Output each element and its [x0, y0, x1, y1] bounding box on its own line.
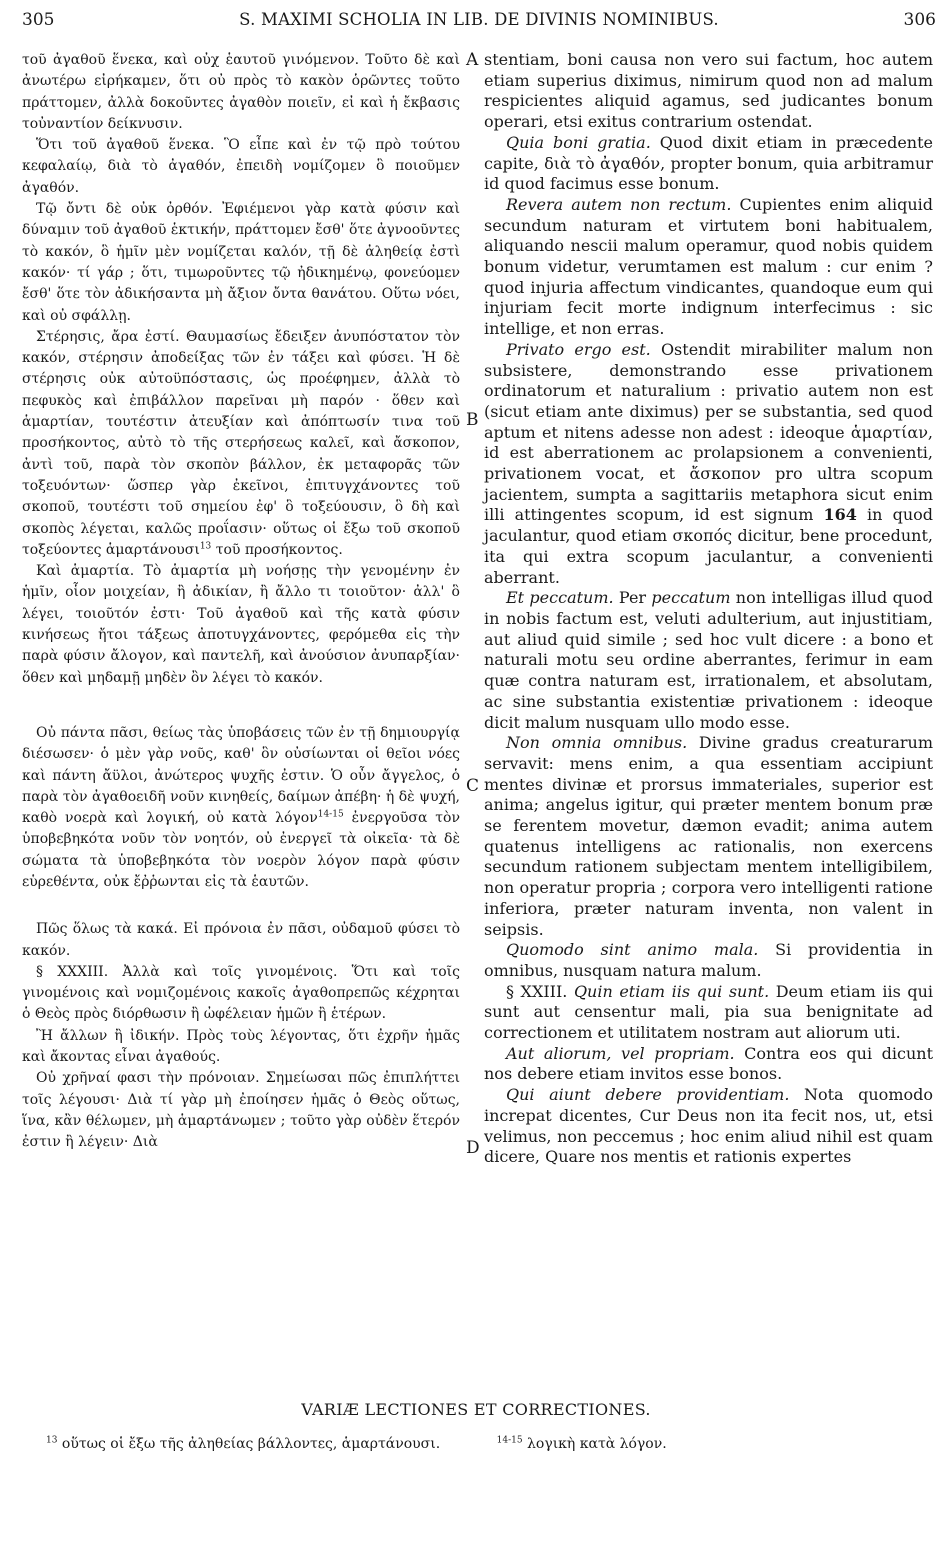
latin-text: Ostendit mirabiliter malum non subsistere, demonstrando esse privationem ordinatorum et naturalium : privatio autem non est (sicut etiam ante diximus) per se substantia, sed quod aptum et nitens adesse non adest : ideoque ἁμαρτίαν, id est aberrationem ac prolapsionem a convenienti, privationem vocat, et ἄσκοπον pro ultra scopum jacientem, sumpta a sagittariis metaphora sicut enim illi attingentes scopum, id est signum — [484, 339, 934, 525]
greek-paragraph: Πῶς ὅλως τὰ κακά. Εἰ πρόνοια ἐν πᾶσι, οὐδαμοῦ φύσει τὸ κακόν. — [22, 921, 460, 959]
lemma: Quia boni gratia. — [506, 132, 651, 152]
greek-paragraph: τοῦ ἀγαθοῦ ἕνεκα, καὶ οὐχ ἑαυτοῦ γινόμενον. Τοῦτο δὲ καὶ ἀνωτέρω εἰρήκαμεν, ὅτι οὐ πρὸς τὸ κακὸν ὁρῶντες τοῦτο πράττομεν, ἀλλὰ δοκοῦντες ἀγαθὸν ποιεῖν, εἰ καὶ ἡ ἔκβασις τοὐναντίον δείκνυσιν. — [22, 52, 460, 132]
page-number-right: 306 — [903, 10, 936, 30]
running-title: S. MAXIMI SCHOLIA IN LIB. DE DIVINIS NOMINIBUS. — [239, 10, 719, 29]
latin-text: Per — [613, 588, 652, 608]
greek-paragraph: Ἢ ἄλλων ἢ ἰδικήν. Πρὸς τοὺς λέγοντας, ὅτι ἐχρῆν ἡμᾶς καὶ ἄκοντας εἶναι ἀγαθούς. — [22, 1027, 460, 1066]
greek-text: Οὐ πάντα πᾶσι, θείως τὰς ὑποβάσεις τῶν ἐν τῇ δημιουργίᾳ διέσωσεν· ὁ μὲν γὰρ νοῦς, καθ' ὃν οὐσίωνται οἱ θεῖοι νόες καὶ πάντη ἄϋλοι, ἀνώτερος ψυχῆς ἐστιν. Ὁ οὖν ἄγγελος, ὁ παρὰ τὸν ἀγαθοειδῆ νοῦν κινηθείς, δαίμων ἀπέβη· ἡ δὲ ψυχή, καθὸ νοερὰ καὶ λογική, οὐ κατὰ λόγον — [22, 724, 460, 827]
lemma: Quin etiam iis qui sunt. — [573, 981, 770, 1001]
margin-number: 164 — [823, 505, 857, 525]
latin-paragraph: stentiam, boni causa non vero sui factum, hoc autem etiam superius diximus, nimirum quod non ad malum respicientes aliquid agamus, sed judicantes bonum operari, etsi exitus contrarium ostendat. — [484, 50, 933, 132]
footnote-text: λογικὴ κατὰ λόγον. — [522, 1436, 667, 1452]
latin-text: Contra eos qui dicunt nos debere etiam invitos esse bonos. — [484, 1043, 933, 1084]
latin-text: non intelligas illud quod in nobis factum est, veluti adulterium, aut injustitiam, aut aliud quid simile ; sed hoc vult dicere : a bono et naturali motu seu ordine aberrantes, ferimur in eam quæ contra naturam est, irrationalem, et absolutam, ac sine substantia existentiæ privationem : ideoque dicit malum nusquam ullo modo esse. — [484, 588, 933, 732]
lemma: Qui aiunt debere providentiam. — [506, 1085, 790, 1105]
latin-paragraph — [484, 340, 933, 588]
footnotes — [46, 1436, 926, 1452]
lemma: Non omnia omnibus. — [506, 733, 688, 753]
latin-text: Si providentia in omnibus, nusquam natura malum. — [484, 940, 933, 980]
greek-text: ἐνεργοῦσα τὸν ὑποβεβηκότα νοῦν τὸν νοητόν, οὐ ἐνεργεῖ τὰ οἰκεῖα· τὰ δὲ σώματα τὰ ὑποβεβηκότα τὸν νοερὸν λόγον παρὰ φύσιν εὑρεθέντα, οὐκ ἔῤῥωνται εἰς τὰ ἑαυτῶν. — [22, 810, 460, 890]
latin-paragraph — [484, 195, 933, 340]
latin-paragraph — [484, 1085, 933, 1168]
latin-column — [484, 50, 933, 1168]
section-marker-c: C — [466, 776, 480, 796]
footnote — [46, 1436, 466, 1452]
section-marker-a: A — [466, 50, 479, 70]
latin-italic: peccatum — [651, 588, 731, 608]
footnote-number: 13 — [46, 1435, 58, 1446]
latin-text: in quod jaculantur, quod etiam σκοπός dicitur, bene procedunt, ita qui extra scopum jaculantur, a convenienti aberrant. — [484, 505, 934, 587]
latin-text: Divine gradus creaturarum servavit: mens enim, a qua essentiam accipiunt mentes divinæ et prorsus immateriales, superior est anima; angelus igitur, qui præter mentem bonum præ se ferentem movetur, dæmon evadit; anima autem quatenus intelligens ac rationalis, non exercens secundum rationem subjectam mentem intelligibilem, non operatur propria ; corpora vero intelligenti ratione inferiora, præter naturam inventa, non valent in seipsis. — [484, 733, 933, 939]
latin-paragraph — [484, 588, 933, 733]
footnote — [497, 1436, 693, 1452]
section-marker-d: D — [466, 1138, 480, 1158]
greek-paragraph: Οὐ χρῆναί φασι τὴν πρόνοιαν. Σημείωσαι πῶς ἐπιπλήττει τοῖς λέγουσι· Διὰ τί γὰρ μὴ ἐποίησεν ἡμᾶς ὁ Θεὸς οὕτως, ἵνα, κἂν θέλωμεν, μὴ ἁμαρτάνωμεν ; τοῦτο γὰρ οὐδὲν ἕτερόν ἐστιν ἢ λέγειν· Διὰ — [22, 1070, 460, 1151]
greek-paragraph: Ὅτι τοῦ ἀγαθοῦ ἕνεκα. Ὃ εἶπε καὶ ἐν τῷ πρὸ τούτου κεφαλαίῳ, διὰ τὸ ἀγαθόν, ἐπειδὴ νομίζομεν ὃ ποιοῦμεν ἀγαθόν. — [22, 137, 460, 196]
latin-text: Nota quomodo increpat dicentes, Cur Deus non ita fecit nos, ut, etsi velimus, non peccemus ; hoc enim aliud nihil est quam dicere, Quare nos mentis et rationis expertes — [484, 1085, 933, 1167]
running-header — [22, 8, 936, 34]
latin-paragraph — [484, 982, 933, 1044]
footnote-ref: 13 — [199, 541, 212, 552]
greek-paragraph — [22, 327, 460, 561]
latin-text: Deum etiam iis qui sunt aut censentur mali, pia sua benignitate ad correctionem et utilitatem nostram aut aliorum uti. — [484, 981, 933, 1043]
latin-text: Cupientes enim aliquid secundum naturam et virtutem boni habitualem, aliquando nescii malum operamur, quod nobis quidem bonum videtur, verumtamen est malum : cur enim ? quod injuria affectum vindicantes, quandoque eum qui injuriam fecit morte indignum interfecimus : sic intellige, et non erras. — [484, 194, 933, 339]
lemma: Revera autem non rectum. — [506, 194, 732, 214]
greek-paragraph: Τῷ ὄντι δὲ οὐκ ὀρθόν. Ἐφιέμενοι γὰρ κατὰ φύσιν καὶ δύναμιν τοῦ ἀγαθοῦ ἑκτικήν, πράττομεν ἔσθ' ὅτε ἀγνοοῦντες τὸ κακόν, ὃ ἡμῖν μὲν νομίζεται καλόν, τῇ δὲ ἀληθείᾳ ἐστὶ κακόν· τί γάρ ; ὅτι, τιμωροῦντες τῷ ἠδικημένῳ, φονεύομεν ἔσθ' ὅτε τὸν ἀδικήσαντα μὴ ἄξιον ὄντα θανάτου. Οὕτω νόει, καὶ οὐ σφάλλῃ. — [22, 201, 460, 324]
latin-text: Quod dixit etiam in præcedente capite, διὰ τὸ ἀγαθόν, propter bonum, quia arbitramur id quod facimus esse bonum. — [484, 132, 933, 194]
greek-paragraph: § XXXIII. Ἀλλὰ καὶ τοῖς γινομένοις. Ὅτι καὶ τοῖς γινομένοις καὶ νομιζομένοις κακοῖς ἀγαθοπρεπῶς κέχρηται ὁ Θεὸς πρὸς διόρθωσιν ἢ ὠφέλειαν ἡμῶν ἢ ἑτέρων. — [22, 963, 460, 1023]
lemma: Aut aliorum, vel propriam. — [506, 1043, 735, 1063]
latin-paragraph — [484, 1044, 933, 1085]
footnote-ref: 14-15 — [317, 809, 344, 820]
greek-text: Στέρησις, ἄρα ἐστί. Θαυμασίως ἔδειξεν ἀνυπόστατον τὸν κακόν, στέρησιν ἀποδείξας τῶν ἐν τάξει καὶ φύσει. Ἡ δὲ στέρησις οὐκ αὐτοϋπόστασις, ὡς προέφημεν, ἀλλὰ τὸ πεφυκὸς καὶ ἐπιβάλλον παρεῖναι μὴ παρόν · ὅθεν καὶ ἁμαρτίαν, τουτέστιν ἀτευξίαν καὶ ἀπόπτωσίν τινα τοῦ προσήκοντος, αὐτὸ τὸ τῆς στερήσεως καλεῖ, καὶ ἄσκοπον, ἀντὶ τοῦ, παρὰ τὸν σκοπὸν βάλλον, ἐκ μεταφορᾶς τῶν τοξευόντων· ὥσπερ γὰρ ἐκεῖνοι, ἐπιτυγχάνοντες τοῦ σκοποῦ, τουτέστι τοῦ σημείου ἐφ' ὃ τοξεύουσιν, ὃ δὴ καὶ σκοπὸς λέγεται, καλῶς προΐασιν· οὕτως οἱ ἔξω τοῦ σκοποῦ τοξεύοντες ἁμαρτάνουσι — [22, 328, 460, 558]
greek-column — [22, 50, 460, 1154]
latin-paragraph — [484, 733, 933, 940]
lemma: Privato ergo est. — [506, 339, 651, 359]
footnotes-title: VARIÆ LECTIONES ET CORRECTIONES. — [301, 1400, 651, 1419]
footnote-number: 14-15 — [496, 1435, 523, 1446]
latin-paragraph — [484, 133, 933, 195]
lemma: Quomodo sint animo mala. — [506, 940, 759, 960]
greek-text: τοῦ προσήκοντος. — [211, 541, 343, 558]
section-number: § XXIII. — [506, 981, 574, 1001]
footnote-text: οὕτως οἱ ἔξω τῆς ἀληθείας βάλλοντες, ἁμαρτάνουσι. — [57, 1436, 441, 1452]
section-marker-b: B — [466, 410, 479, 430]
greek-paragraph: Καὶ ἁμαρτία. Τὸ ἁμαρτία μὴ νοήσῃς τὴν γενομένην ἐν ἡμῖν, οἷον μοιχείαν, ἢ ἀδικίαν, ἢ ἄλλο τι τοιοῦτον· ἀλλ' ὃ λέγει, τοιοῦτόν ἐστι· Τοῦ ἀγαθοῦ καὶ τῆς κατὰ φύσιν κινήσεως ἤτοι τάξεως ἀποτυγχάνοντες, φερόμεθα εἰς τὴν παρὰ φύσιν ἄλογον, καὶ παντελῆ, καὶ ἀνούσιον ἀνυπαρξίαν· ὅθεν καὶ μηδαμῇ μηδὲν ὂν λέγει τὸ κακόν. — [22, 563, 460, 686]
page-number-left: 305 — [22, 10, 55, 30]
greek-paragraph — [22, 723, 460, 893]
lemma: Et peccatum. — [506, 588, 614, 608]
latin-paragraph — [484, 940, 933, 981]
